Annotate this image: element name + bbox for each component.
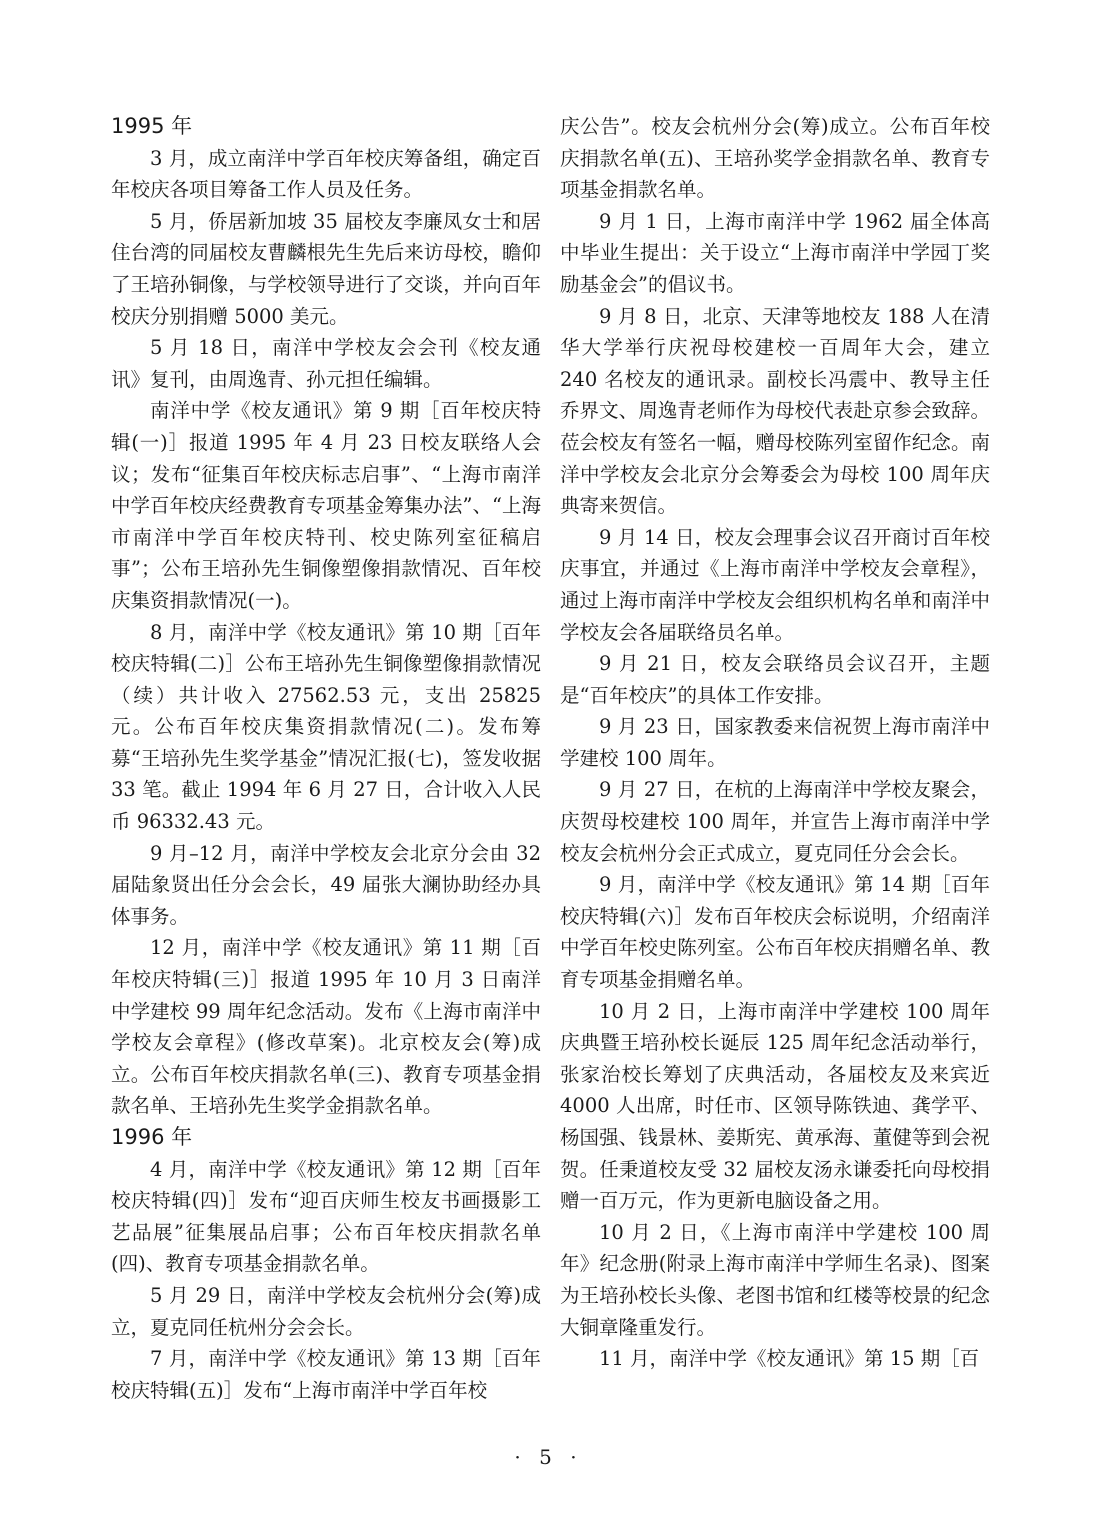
entry-1995-march: 3 月，成立南洋中学百年校庆筹备组，确定百年校庆各项目筹备工作人员及任务。 [111, 146, 541, 202]
entry-1996-may-29: 5 月 29 日，南洋中学校友会杭州分会(筹)成立，夏克同任杭州分会会长。 [111, 1283, 541, 1339]
right-column [560, 111, 990, 1375]
entry-1995-may: 5 月，侨居新加坡 35 届校友李廉凤女士和居住台湾的同届校友曹麟根先生先后来访母校，瞻仰了王培孙铜像，与学校领导进行了交谈，并向百年校庆分别捐赠 5000 美元。 [111, 209, 541, 328]
year-heading-1996: 1996 年 [111, 1125, 193, 1149]
entry-1996-april: 4 月，南洋中学《校友通讯》第 12 期［百年校庆特辑(四)］发布“迎百庆师生校友书画摄影工艺品展”征集展品启事；公布百年校庆捐款名单(四)、教育专项基金捐款名单。 [111, 1157, 541, 1276]
entry-1995-newsletter-9: 南洋中学《校友通讯》第 9 期［百年校庆特辑(一)］报道 1995 年 4 月 23 日校友联络人会议；发布“征集百年校庆标志启事”、“上海市南洋中学百年校庆经费教育专项基金筹集办法”、“上海市南洋中学百年校庆特刊、校史陈列室征稿启事”；公布王培孙先生铜像塑像捐款情况、百年校庆集资捐款情况(一)。 [111, 399, 541, 612]
entry-1995-may-18: 5 月 18 日，南洋中学校友会会刊《校友通讯》复刊，由周逸青、孙元担任编辑。 [111, 336, 541, 391]
entry-1996-july: 7 月，南洋中学《校友通讯》第 13 期［百年校庆特辑(五)］发布“上海市南洋中学百年校 [111, 1347, 541, 1402]
left-column [111, 111, 541, 1406]
entry-1995-august: 8 月，南洋中学《校友通讯》第 10 期［百年校庆特辑(二)］公布王培孙先生铜像塑像捐款情况（续）共计收入 27562.53 元，支出 25825 元。公布百年校庆集资捐款情况(二)。发布筹募“王培孙先生奖学基金”情况汇报(七)，签发收据 33 笔。截止 1994 年 6 月 27 日，合计收入人民币 96332.43 元。 [111, 620, 541, 834]
entry-1996-sep-27: 9 月 27 日，在杭的上海南洋中学校友聚会，庆贺母校建校 100 周年，并宣告上海市南洋中学校友会杭州分会正式成立，夏克同任分会会长。 [560, 778, 990, 865]
entry-1996-november: 11 月，南洋中学《校友通讯》第 15 期［百 [599, 1347, 980, 1371]
entry-1996-july-continued: 庆公告”。校友会杭州分会(筹)成立。公布百年校庆捐款名单(五)、王培孙奖学金捐款名单、教育专项基金捐款名单。 [560, 115, 990, 202]
entry-1996-sep-23: 9 月 23 日，国家教委来信祝贺上海市南洋中学建校 100 周年。 [560, 715, 990, 770]
entry-1996-sep-1: 9 月 1 日，上海市南洋中学 1962 届全体高中毕业生提出：关于设立“上海市南洋中学园丁奖励基金会”的倡议书。 [560, 209, 990, 296]
entry-1995-december: 12 月，南洋中学《校友通讯》第 11 期［百年校庆特辑(三)］报道 1995 年 10 月 3 日南洋中学建校 99 周年纪念活动。发布《上海市南洋中学校友会章程》(修改草案)。北京校友会(筹)成立。公布百年校庆捐款名单(三)、教育专项基金捐款名单、王培孙先生奖学金捐款名单。 [111, 936, 541, 1118]
year-heading-1995: 1995 年 [111, 114, 193, 138]
entry-1996-sep-14: 9 月 14 日，校友会理事会议召开商讨百年校庆事宜，并通过《上海市南洋中学校友会章程》，通过上海市南洋中学校友会组织机构名单和南洋中学校友会各届联络员名单。 [560, 525, 990, 644]
page-number: · 5 · [514, 1445, 583, 1469]
entry-1996-sep-21: 9 月 21 日，校友会联络员会议召开，主题是“百年校庆”的具体工作安排。 [560, 652, 990, 707]
entry-1996-sep-8: 9 月 8 日，北京、天津等地校友 188 人在清华大学举行庆祝母校建校一百周年大会，建立 240 名校友的通讯录。副校长冯震中、教导主任乔界文、周逸青老师作为母校代表赴京参会致辞。莅会校友有签名一幅，赠母校陈列室留作纪念。南洋中学校友会北京分会筹委会为母校 100 周年庆典寄来贺信。 [560, 304, 990, 518]
entry-1996-oct-2-celebration: 10 月 2 日，上海市南洋中学建校 100 周年庆典暨王培孙校长诞辰 125 周年纪念活动举行，张家治校长筹划了庆典活动，各届校友及来宾近 4000 人出席，时任市、区领导陈铁迪、龚学平、杨国强、钱景林、姜斯宪、黄承海、董健等到会祝贺。任秉道校友受 32 届校友汤永谦委托向母校捐赠一百万元，作为更新电脑设备之用。 [560, 999, 990, 1213]
entry-1996-september: 9 月，南洋中学《校友通讯》第 14 期［百年校庆特辑(六)］发布百年校庆会标说明，介绍南洋中学百年校史陈列室。公布百年校庆捐赠名单、教育专项基金捐赠名单。 [560, 873, 990, 992]
entry-1995-sep-dec: 9 月–12 月，南洋中学校友会北京分会由 32 届陆象贤出任分会会长，49 届张大澜协助经办具体事务。 [111, 841, 541, 928]
entry-1996-oct-2-commemorative: 10 月 2 日，《上海市南洋中学建校 100 周年》纪念册(附录上海市南洋中学师生名录)、图案为王培孙校长头像、老图书馆和红楼等校景的纪念大铜章隆重发行。 [560, 1220, 990, 1339]
